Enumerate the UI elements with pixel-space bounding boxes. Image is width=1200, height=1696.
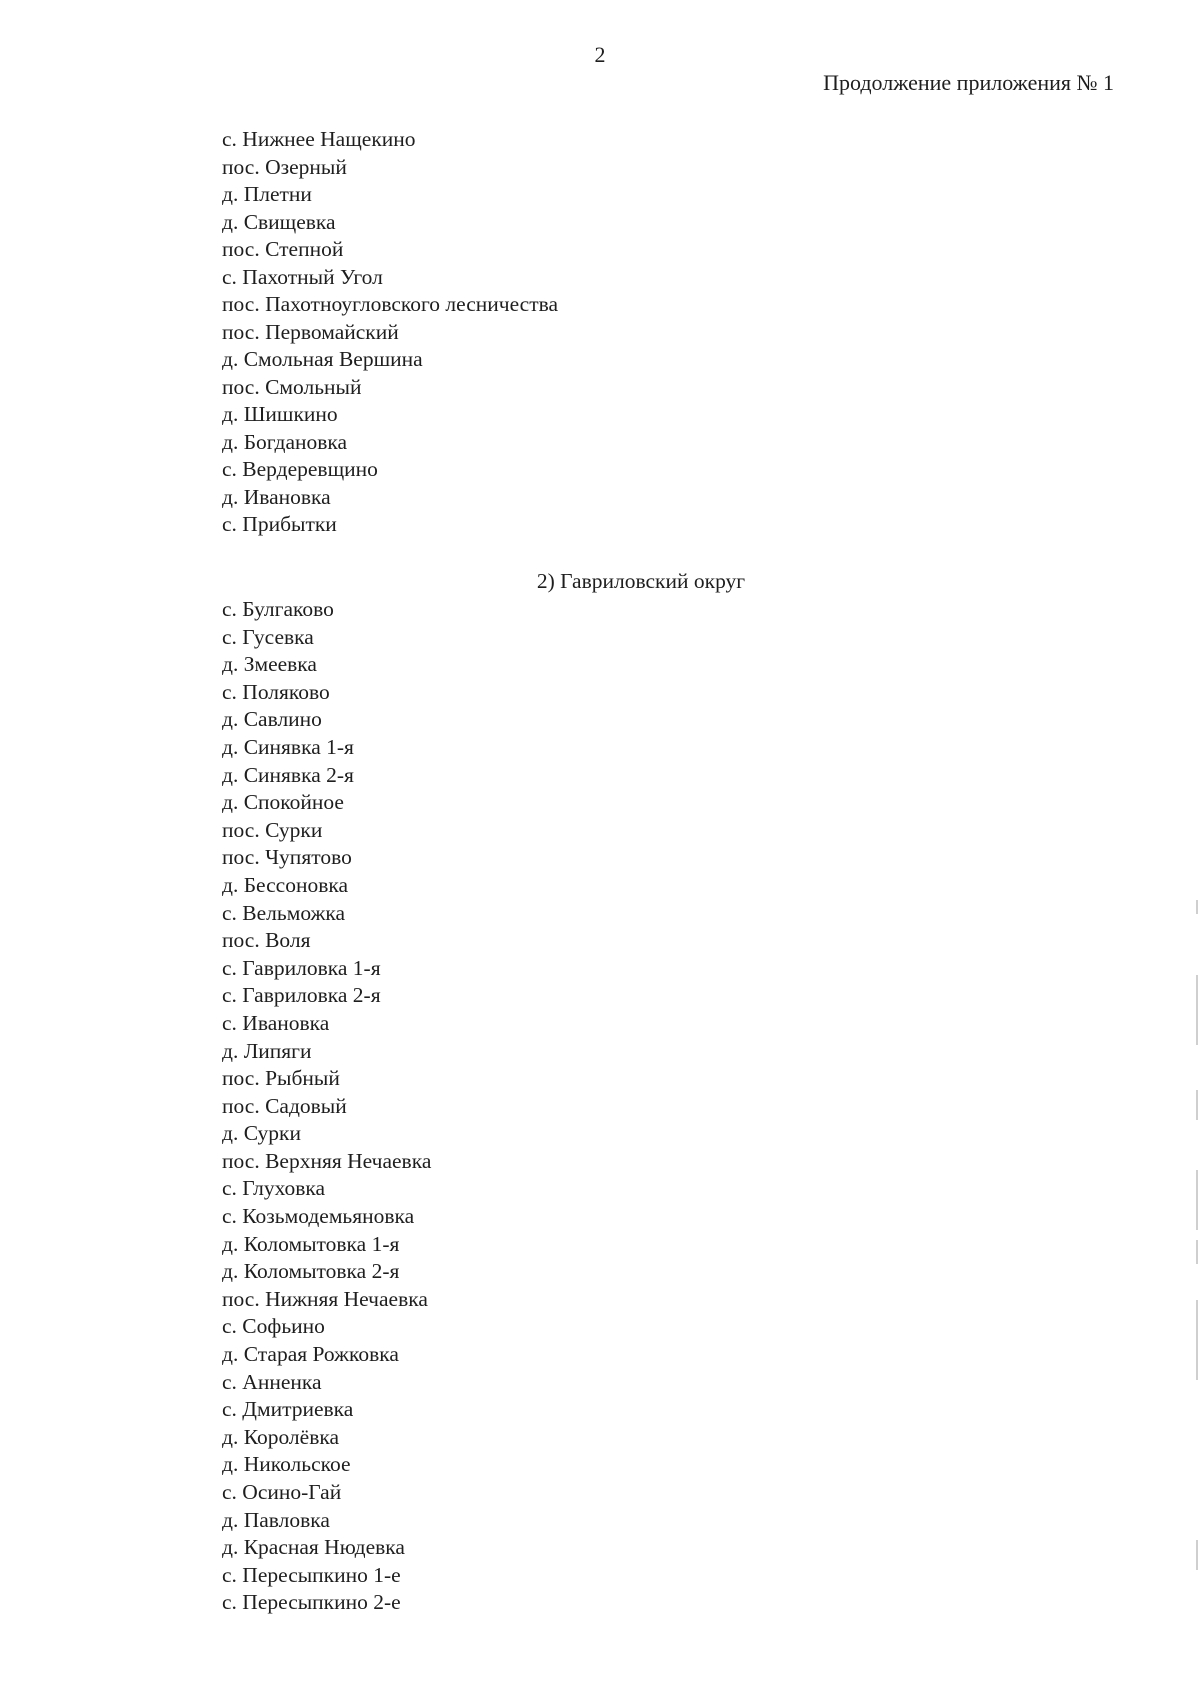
scan-artifact xyxy=(1196,1240,1198,1264)
list-item: с. Прибытки xyxy=(222,512,337,536)
list-item: д. Смольная Вершина xyxy=(222,347,423,371)
list-item: с. Гавриловка 1-я xyxy=(222,955,381,980)
list-item: пос. Степной xyxy=(222,237,344,261)
list-item: д. Ивановка xyxy=(222,484,331,509)
settlement-list-gavrilovsky xyxy=(222,596,431,1617)
section-heading-gavrilovsky: 2) Гавриловский округ xyxy=(536,569,746,593)
list-item: с. Козьмодемьяновка xyxy=(222,1204,415,1229)
settlement-list-continued xyxy=(222,126,558,539)
page-number: 2 xyxy=(594,42,606,67)
list-item: д. Сурки xyxy=(222,1121,301,1146)
list-item: д. Никольское xyxy=(222,1452,351,1477)
list-item: д. Плетни xyxy=(222,182,312,206)
list-item: д. Спокойное xyxy=(222,790,344,815)
list-item: д. Павловка xyxy=(222,1507,330,1532)
scan-artifact xyxy=(1196,1540,1198,1570)
scan-artifact xyxy=(1196,900,1198,914)
list-item: с. Булгаково xyxy=(222,597,334,621)
list-item: с. Ивановка xyxy=(222,1010,330,1035)
list-item: с. Гусевка xyxy=(222,624,314,649)
list-item: пос. Воля xyxy=(222,928,311,953)
list-item: пос. Садовый xyxy=(222,1093,347,1118)
list-item: пос. Сурки xyxy=(222,817,323,842)
list-item: с. Анненка xyxy=(222,1369,322,1394)
list-item: д. Коломытовка 2-я xyxy=(222,1259,400,1284)
list-item: с. Поляково xyxy=(222,679,330,704)
list-item: пос. Рыбный xyxy=(222,1066,340,1091)
list-item: пос. Первомайский xyxy=(222,319,399,344)
list-item: д. Синявка 2-я xyxy=(222,762,354,787)
list-item: пос. Чупятово xyxy=(222,845,352,870)
list-item: д. Бессоновка xyxy=(222,872,349,897)
list-item: с. Нижнее Нащекино xyxy=(222,127,416,151)
list-item: д. Липяги xyxy=(222,1038,312,1063)
list-item: д. Змеевка xyxy=(222,652,317,677)
list-item: д. Старая Рожковка xyxy=(222,1342,399,1367)
scan-artifact xyxy=(1196,975,1198,1045)
list-item: пос. Озерный xyxy=(222,154,347,179)
list-item: д. Синявка 1-я xyxy=(222,734,354,759)
list-item: с. Пересыпкино 2-е xyxy=(222,1590,401,1615)
list-item: д. Шишкино xyxy=(222,402,338,426)
list-item: д. Королёвка xyxy=(222,1424,340,1449)
list-item: с. Пахотный Угол xyxy=(222,264,383,289)
scan-artifact xyxy=(1196,1300,1198,1380)
list-item: с. Софьино xyxy=(222,1314,325,1339)
list-item: пос. Смольный xyxy=(222,374,362,399)
list-item: д. Коломытовка 1-я xyxy=(222,1231,400,1256)
list-item: пос. Пахотноугловского лесничества xyxy=(222,292,559,316)
scan-artifact xyxy=(1196,1170,1198,1230)
list-item: пос. Верхняя Нечаевка xyxy=(222,1148,432,1173)
appendix-continuation-note: Продолжение приложения № 1 xyxy=(823,70,1114,95)
list-item: д. Красная Нюдевка xyxy=(222,1535,405,1560)
list-item: пос. Нижняя Нечаевка xyxy=(222,1286,428,1311)
list-item: д. Богдановка xyxy=(222,429,348,454)
list-item: с. Вердеревщино xyxy=(222,457,378,481)
list-item: с. Осино-Гай xyxy=(222,1480,342,1504)
list-item: д. Савлино xyxy=(222,707,322,732)
list-item: с. Вельможка xyxy=(222,900,346,925)
list-item: с. Дмитриевка xyxy=(222,1397,354,1422)
list-item: с. Пересыпкино 1-е xyxy=(222,1562,401,1587)
scan-artifact xyxy=(1196,1090,1198,1120)
list-item: д. Свищевка xyxy=(222,209,336,234)
list-item: с. Глуховка xyxy=(222,1176,326,1201)
list-item: с. Гавриловка 2-я xyxy=(222,983,381,1008)
